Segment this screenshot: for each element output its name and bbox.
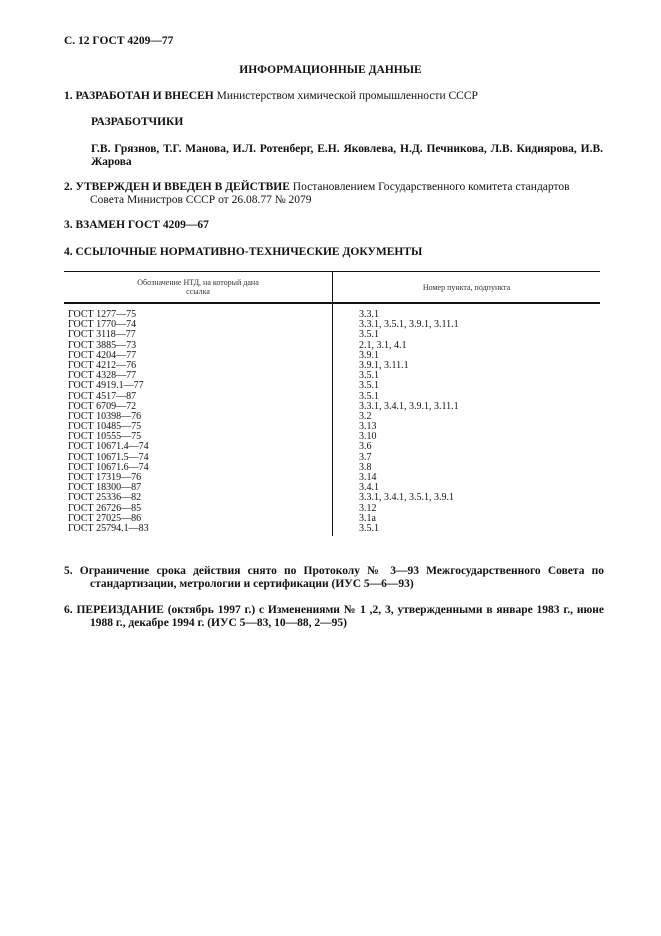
item-4: 4. ССЫЛОЧНЫЕ НОРМАТИВНО-ТЕХНИЧЕСКИЕ ДОКУМЕНТЫ: [64, 246, 423, 258]
table-cell-ntd: ГОСТ 27025—86: [68, 512, 142, 524]
table-cell-clause: 3.9.1: [359, 349, 379, 361]
table-cell-ntd: ГОСТ 18300—87: [68, 482, 142, 494]
table-cell-clause: 3.1а: [359, 512, 376, 524]
table-cell-ntd: ГОСТ 4517—87: [68, 390, 137, 402]
table-cell-clause: 3.3.1, 3.4.1, 3.9.1, 3.11.1: [359, 400, 459, 412]
table-cell-clause: 3.8: [359, 461, 372, 473]
item-2: 2. УТВЕРЖДЕН И ВВЕДЕН В ДЕЙСТВИЕ Постановлением Государственного комитета стандартов Совета Министров СССР от 26.08.77 № 2079: [64, 181, 570, 206]
table-cell-clause: 2.1, 3.1, 4.1: [359, 339, 407, 351]
table-cell-ntd: ГОСТ 3885—73: [68, 339, 137, 351]
table-cell-clause: 3.12: [359, 502, 377, 514]
table-cell-ntd: ГОСТ 4919.1—77: [68, 380, 144, 392]
table-header: [64, 272, 600, 304]
table-cell-clause: 3.3.1, 3.4.1, 3.5.1, 3.9.1: [359, 492, 454, 504]
table-cell-ntd: ГОСТ 10671.6—74: [68, 461, 149, 473]
table-cell-ntd: ГОСТ 6709—72: [68, 400, 137, 412]
table-cell-ntd: ГОСТ 4328—77: [68, 370, 137, 382]
developers-heading: РАЗРАБОТЧИКИ: [91, 116, 184, 128]
table-cell-clause: 3.5.1: [359, 380, 379, 392]
table-cell-clause: 3.3.1: [359, 309, 379, 320]
table-cell-ntd: ГОСТ 1277—75: [68, 309, 137, 320]
table-cell-clause: 3.5.1: [359, 390, 379, 402]
page-header: С. 12 ГОСТ 4209—77: [64, 35, 174, 47]
table-cell-clause: 3.3.1, 3.5.1, 3.9.1, 3.11.1: [359, 319, 459, 331]
table-cell-ntd: ГОСТ 25336—82: [68, 492, 142, 504]
table-cell-clause: 3.13: [359, 421, 377, 433]
table-cell-clause: 3.14: [359, 472, 377, 483]
table-cell-ntd: ГОСТ 10671.4—74: [68, 441, 149, 453]
table-cell-ntd: ГОСТ 1770—74: [68, 319, 137, 331]
developers-names: Г.В. Грязнов, Т.Г. Манова, И.Л. Ротенберг, Е.Н. Яковлева, Н.Д. Печникова, Л.В. Кидиярова, И.В. Жарова: [91, 143, 603, 168]
table-cell-clause: 3.7: [359, 451, 372, 463]
document-title: ИНФОРМАЦИОННЫЕ ДАННЫЕ: [239, 64, 422, 76]
table-cell-clause: 3.6: [359, 441, 372, 453]
table-cell-clause: 3.10: [359, 431, 377, 443]
table-cell-ntd: ГОСТ 10671.5—74: [68, 451, 149, 463]
item-3: 3. ВЗАМЕН ГОСТ 4209—67: [64, 219, 209, 231]
table-cell-ntd: ГОСТ 17319—76: [68, 472, 142, 483]
table-cell-clause: 3.5.1: [359, 329, 379, 341]
table-body: [64, 304, 600, 536]
table-cell-clause: 3.5.1: [359, 370, 379, 382]
reference-documents-table: [64, 271, 600, 536]
table-cell-ntd: ГОСТ 10485—75: [68, 421, 142, 433]
column-header-ntd: Обозначение НТД, на который дана ссылка: [64, 272, 333, 302]
table-cell-ntd: ГОСТ 4212—76: [68, 359, 137, 371]
table-cell-ntd: ГОСТ 10398—76: [68, 410, 142, 422]
table-cell-clause: 3.2: [359, 410, 372, 422]
table-cell-ntd: ГОСТ 26726—85: [68, 502, 142, 514]
column-header-clause: Номер пункта, подпункта: [422, 282, 511, 292]
table-cell-ntd: ГОСТ 3118—77: [68, 329, 136, 341]
item-1: 1. РАЗРАБОТАН И ВНЕСЕН Министерством химической промышленности СССР: [64, 90, 478, 102]
table-cell-ntd: ГОСТ 4204—77: [68, 349, 137, 361]
table-cell-clause: 3.4.1: [359, 482, 379, 494]
table-cell-ntd: ГОСТ 25794.1—83: [68, 522, 149, 534]
table-cell-clause: 3.5.1: [359, 522, 379, 534]
item-6: 6. ПЕРЕИЗДАНИЕ (октябрь 1997 г.) с Изменениями № 1 ,2, 3, утвержденными в январе 1983 г., июне 1988 г., декабре 1994 г. (ИУС 5—83, 10—88, 2—95): [64, 604, 605, 629]
item-5: 5. Ограничение срока действия снято по Протоколу № 3—93 Межгосударственного Совета по стандартизации, метрологии и сертификации (ИУС 5—6—93): [64, 565, 604, 590]
table-cell-clause: 3.9.1, 3.11.1: [359, 359, 409, 371]
table-cell-ntd: ГОСТ 10555—75: [68, 431, 142, 443]
